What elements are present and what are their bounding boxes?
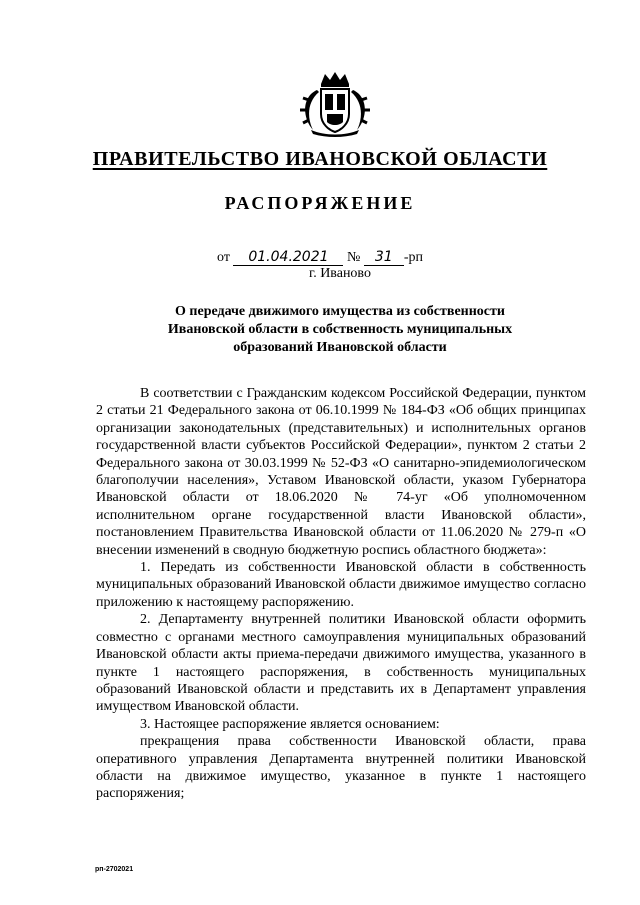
number-suffix: -рп [403,250,423,265]
item-1-paragraph: 1. Передать из собственности Ивановской области в собственность муниципальных образований Ивановской области движимое имущество согласно приложению к настоящему распоряжению. [96,560,586,610]
item-2-paragraph: 2. Департаменту внутренней политики Ивановской области оформить совместно с органами местного самоуправления муниципальных образований Ивановской области акты приема-передачи движимого имущества, указанного в пункте 1 настоящего распоряжения, в собственность муниципальных образований Ивановской области и представить их в Департамент управления имуществом Ивановской области. [96,612,586,715]
subject-line: Ивановской области в собственность муниципальных [167,322,513,337]
date-prefix: от [217,250,230,265]
document-date: 01.04.2021 [233,249,343,266]
organization-title: ПРАВИТЕЛЬСТВО ИВАНОВСКОЙ ОБЛАСТИ [92,148,548,170]
date-number-line [0,249,640,266]
document-subject [130,303,550,357]
coat-of-arms-icon [297,70,373,138]
subject-line: образований Ивановской области [233,340,447,355]
subject-line: О передаче движимого имущества из собственности [175,304,505,319]
city: г. Иваново [309,266,371,281]
preamble-paragraph: В соответствии с Гражданским кодексом Российской Федерации, пунктом 2 статьи 21 Федерального закона от 06.10.1999 № 184-ФЗ «Об общих принципах организации законодательных (представительных) и исполнительных органов государственной власти субъектов Российской Федерации», пунктом 2 статьи 2 Федерального закона от 30.03.1999 № 52-ФЗ «О санитарно-эпидемиологическом благополучии населения», Уставом Ивановской области, указом Губернатора Ивановской области от 18.06.2020 № 74-уг «Об уполномоченном исполнительном органе государственной власти Ивановской области», постановлением Правительства Ивановской области от 11.06.2020 № 279-п «О внесении изменений в сводную бюджетную роспись областного бюджета»: [96,386,586,558]
document-code: рп-2702021 [95,866,134,873]
number-prefix: № [346,250,361,265]
item-3-paragraph: 3. Настоящее распоряжение является основанием: [140,716,440,732]
document-type: РАСПОРЯЖЕНИЕ [224,193,416,213]
document-body [96,385,586,803]
document-number: 31 [364,249,404,266]
item-3-text-paragraph: прекращения права собственности Ивановской области, права оперативного управления Департамента внутренней политики Ивановской области на движимое имущество, указанное в пункте 1 настоящего распоряжения; [96,734,586,802]
